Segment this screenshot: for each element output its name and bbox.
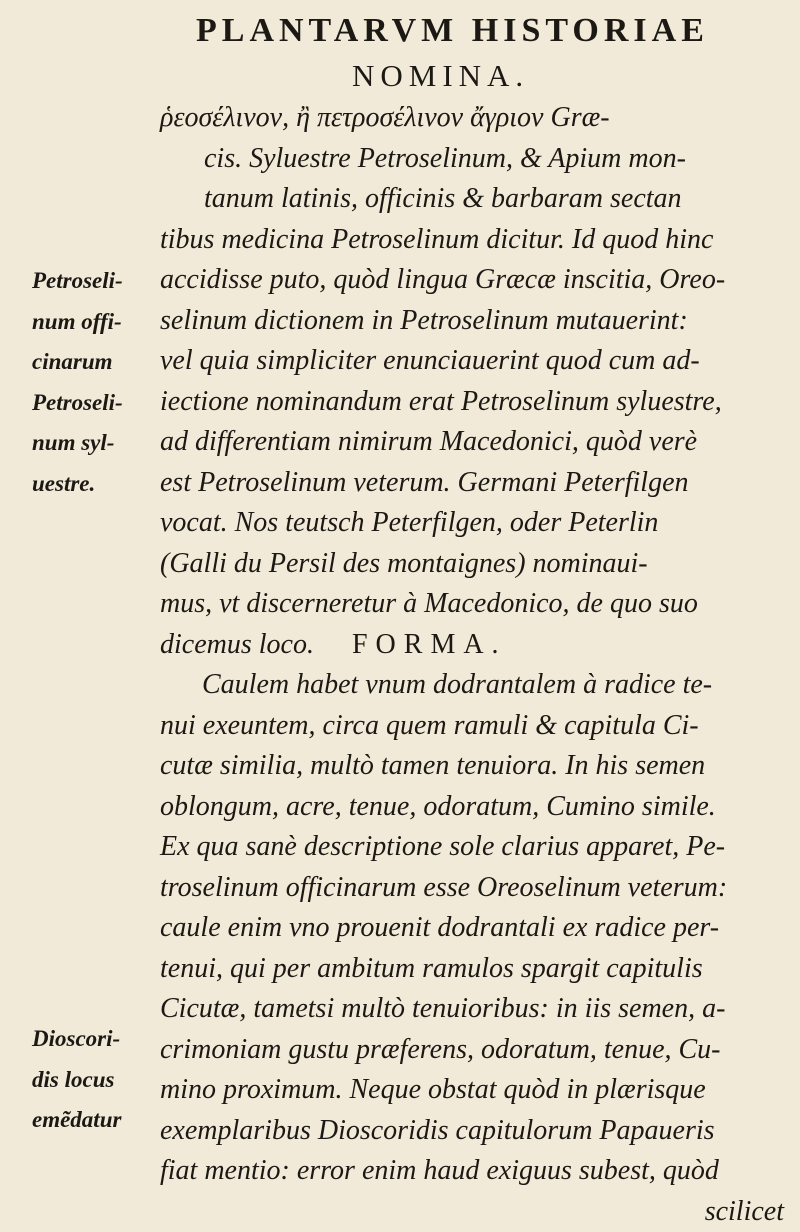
- margin-note-dioscorides: [32, 1019, 154, 1141]
- margin-note-line: emẽdatur: [32, 1100, 154, 1141]
- text-line-end: dicemus loco.: [160, 629, 314, 660]
- text-line: accidisse puto, quòd lingua Græcæ inscitia, Oreo-: [160, 260, 792, 301]
- section-title: NOMINA.: [352, 58, 529, 94]
- form-line: Caulem habet vnum dodrantalem à radice te-: [160, 665, 792, 706]
- text-line: (Galli du Persil des montaignes) nominaui-: [160, 544, 792, 585]
- text-line: est Petroselinum veterum. Germani Peterfilgen: [160, 463, 792, 504]
- margin-note-line: num offi-: [32, 302, 154, 343]
- margin-note-line: Dioscori-: [32, 1019, 154, 1060]
- text-line: [160, 625, 792, 666]
- form-line: tenui, qui per ambitum ramulos spargit capitulis: [160, 949, 792, 990]
- margin-note-line: uestre.: [32, 464, 154, 505]
- forma-heading: FORMA.: [352, 629, 507, 660]
- margin-note-line: Petroseli-: [32, 383, 154, 424]
- form-line: exemplaribus Dioscoridis capitulorum Papaueris: [160, 1111, 792, 1152]
- text-line: iectione nominandum erat Petroselinum syluestre,: [160, 382, 792, 423]
- margin-note-line: Petroseli-: [32, 261, 154, 302]
- running-title: PLANTARVM HISTORIAE: [196, 12, 756, 50]
- form-line: nui exeuntem, circa quem ramuli & capitula Ci-: [160, 706, 792, 747]
- margin-note-line: dis locus: [32, 1060, 154, 1101]
- text-line: vocat. Nos teutsch Peterfilgen, oder Peterlin: [160, 503, 792, 544]
- text-line: mus, vt discerneretur à Macedonico, de quo suo: [160, 584, 792, 625]
- form-line: fiat mentio: error enim haud exiguus subest, quòd: [160, 1151, 792, 1192]
- margin-note-petroselinum: [32, 261, 154, 504]
- margin-note-line: cinarum: [32, 342, 154, 383]
- form-line: crimoniam gustu præferens, odoratum, tenue, Cu-: [160, 1030, 792, 1071]
- text-line: ῥεοσέλινον, ἢ πετροσέλινον ἄγριον Græ-: [160, 98, 792, 139]
- text-line: tibus medicina Petroselinum dicitur. Id quod hinc: [160, 220, 792, 261]
- margin-note-line: num syl-: [32, 423, 154, 464]
- main-text: [160, 98, 792, 1232]
- form-line: Ex qua sanè descriptione sole clarius apparet, Pe-: [160, 827, 792, 868]
- form-line: Cicutæ, tametsi multò tenuioribus: in iis semen, a-: [160, 989, 792, 1030]
- form-line: troselinum officinarum esse Oreoselinum veterum:: [160, 868, 792, 909]
- text-line: tanum latinis, officinis & barbaram sectan: [160, 179, 792, 220]
- form-line: mino proximum. Neque obstat quòd in plærisque: [160, 1070, 792, 1111]
- text-line: cis. Syluestre Petroselinum, & Apium mon-: [160, 139, 792, 180]
- form-line: cutæ similia, multò tamen tenuiora. In his semen: [160, 746, 792, 787]
- text-line: selinum dictionem in Petroselinum mutauerint:: [160, 301, 792, 342]
- catchword: scilicet: [160, 1192, 792, 1232]
- form-line: oblongum, acre, tenue, odoratum, Cumino simile.: [160, 787, 792, 828]
- text-line: ad differentiam nimirum Macedonici, quòd verè: [160, 422, 792, 463]
- form-line: caule enim vno prouenit dodrantali ex radice per-: [160, 908, 792, 949]
- text-line: vel quia simpliciter enunciauerint quod cum ad-: [160, 341, 792, 382]
